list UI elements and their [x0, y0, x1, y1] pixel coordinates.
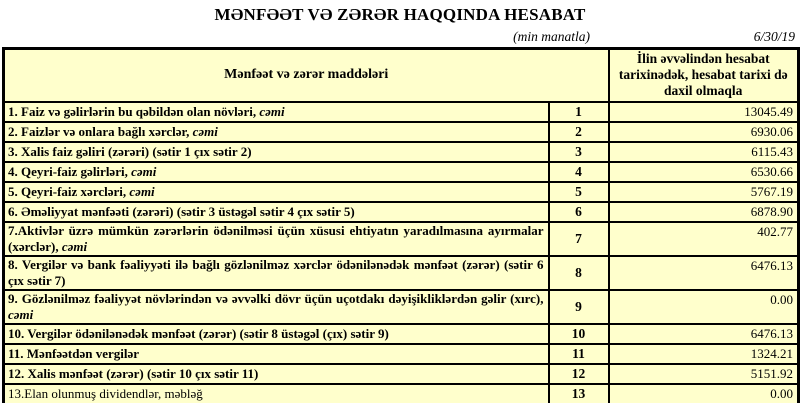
row-number: 10	[549, 324, 609, 344]
report-date: 6/30/19	[753, 29, 795, 44]
row-number: 12	[549, 364, 609, 384]
table-row	[4, 344, 799, 364]
row-value: 5767.19	[609, 182, 799, 202]
row-value: 6878.90	[609, 202, 799, 222]
profit-loss-table	[2, 47, 800, 403]
table-row	[4, 142, 799, 162]
table-row	[4, 182, 799, 202]
row-label: 9. Gözlənilməz fəaliyyət növlərindən və əvvəlki dövr üçün uçotdakı dəyişikliklərdən gəlir (xırc), cəmi	[4, 290, 549, 324]
table-row	[4, 202, 799, 222]
row-label: 8. Vergilər və bank fəaliyyəti ilə bağlı gözlənilməz xərclər ödənilənədək mənfəət (zərər) (sətir 6 çıx sətir 7)	[4, 256, 549, 290]
row-number: 13	[549, 384, 609, 403]
row-label: 11. Mənfəətdən vergilər	[4, 344, 549, 364]
row-number: 4	[549, 162, 609, 182]
value-column-header: İlin əvvəlindən hesabat tarixinədək, hesabat tarixi də daxil olmaqla	[609, 49, 799, 102]
row-number: 9	[549, 290, 609, 324]
row-value: 0.00	[609, 290, 799, 324]
row-number: 11	[549, 344, 609, 364]
table-body	[4, 102, 799, 403]
row-number: 5	[549, 182, 609, 202]
row-number: 1	[549, 102, 609, 122]
row-value: 6476.13	[609, 324, 799, 344]
table-row	[4, 222, 799, 256]
row-value: 6530.66	[609, 162, 799, 182]
table-row	[4, 364, 799, 384]
row-value: 5151.92	[609, 364, 799, 384]
header-row	[4, 49, 799, 102]
row-number: 6	[549, 202, 609, 222]
table-row	[4, 384, 799, 403]
row-number: 7	[549, 222, 609, 256]
row-value: 6930.06	[609, 122, 799, 142]
row-value: 0.00	[609, 384, 799, 403]
row-label: 3. Xalis faiz gəliri (zərəri) (sətir 1 çıx sətir 2)	[4, 142, 549, 162]
row-label: 12. Xalis mənfəət (zərər) (sətir 10 çıx sətir 11)	[4, 364, 549, 384]
row-label: 10. Vergilər ödənilənədək mənfəət (zərər) (sətir 8 üstəgəl (çıx) sətir 9)	[4, 324, 549, 344]
row-label: 7.Aktivlər üzrə mümkün zərərlərin ödənilməsi üçün xüsusi ehtiyatın yaradılmasına ayırmalar (xərclər), cəmi	[4, 222, 549, 256]
table-header	[4, 49, 799, 102]
unit-note: (min manatla)	[513, 29, 590, 44]
table-row	[4, 102, 799, 122]
row-label: 6. Əməliyyat mənfəəti (zərəri) (sətir 3 üstəgəl sətir 4 çıx sətir 5)	[4, 202, 549, 222]
page-title: MƏNFƏƏT VƏ ZƏRƏR HAQQINDA HESABAT	[214, 5, 586, 24]
row-value: 6476.13	[609, 256, 799, 290]
items-column-header: Mənfəət və zərər maddələri	[4, 49, 609, 102]
row-number: 3	[549, 142, 609, 162]
table-row	[4, 324, 799, 344]
subtitle-line	[0, 25, 800, 47]
table-row	[4, 162, 799, 182]
row-number: 8	[549, 256, 609, 290]
row-number: 2	[549, 122, 609, 142]
table-row	[4, 290, 799, 324]
row-value: 1324.21	[609, 344, 799, 364]
row-label: 2. Faizlər və onlara bağlı xərclər, cəmi	[4, 122, 549, 142]
row-value: 402.77	[609, 222, 799, 256]
row-value: 6115.43	[609, 142, 799, 162]
row-value: 13045.49	[609, 102, 799, 122]
row-label: 5. Qeyri-faiz xərcləri, cəmi	[4, 182, 549, 202]
row-label: 13.Elan olunmuş dividendlər, məbləğ	[4, 384, 549, 403]
row-label: 1. Faiz və gəlirlərin bu qəbildən olan növləri, cəmi	[4, 102, 549, 122]
row-label: 4. Qeyri-faiz gəlirləri, cəmi	[4, 162, 549, 182]
table-row	[4, 122, 799, 142]
table-row	[4, 256, 799, 290]
